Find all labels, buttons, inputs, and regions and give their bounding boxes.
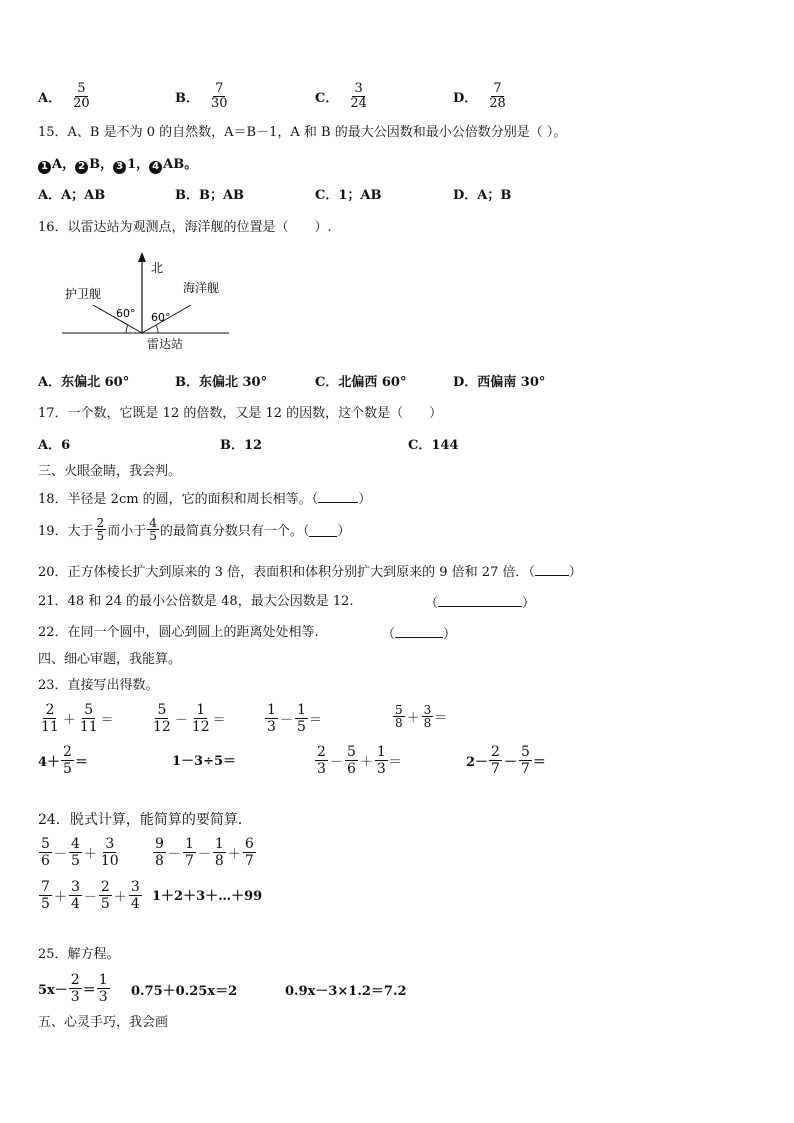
q15-items: 1 A， 2 B， 3 1， 4 AB。 — [38, 156, 197, 174]
answer-blank[interactable] — [318, 489, 358, 503]
q17-option-a: A．6 — [38, 438, 71, 453]
section-4-heading: 四、细心审题，我能算。 — [38, 652, 182, 667]
q23-expr-4: $\frac{5}{8}$ ＋ $\frac{3}{8}$ ＝ — [395, 703, 448, 730]
q23-expr-3: $\frac{1}{3}$ － $\frac{1}{5}$ ＝ — [267, 702, 322, 735]
q15-option-a: A．A；AB — [38, 188, 106, 203]
q16-option-b: B．东偏北 30° — [175, 375, 268, 390]
north-arrowhead-icon — [138, 252, 146, 262]
q22-bracket: （ ） — [382, 624, 456, 644]
q23-expr-8: 2－ $\frac{2}{7}$ － $\frac{5}{7}$ ＝ — [466, 744, 546, 777]
q17-option-b: B．12 — [220, 438, 263, 453]
q25-eq-2: 0.75＋0.25x＝2 — [131, 984, 238, 999]
circled-number-icon: 1 — [38, 161, 51, 174]
q17-option-c: C．144 — [408, 438, 459, 453]
q23-expr-2: $\frac{5}{12}$ － $\frac{1}{12}$ ＝ — [153, 702, 226, 735]
q24-expr-3: $\frac{7}{5}$ ＋ $\frac{3}{4}$ － $\frac{2}{5}$ ＋ $\frac{3}{4}$ — [41, 879, 140, 912]
q23-expr-7: $\frac{2}{3}$ － $\frac{5}{6}$ ＋ $\frac{1}{3}$ ＝ — [317, 744, 402, 777]
q14-option-d: D． $\frac{7}{28}$ — [453, 81, 506, 111]
q18: 18．半径是 2cm 的圆，它的面积和周长相等。（ ） — [38, 489, 371, 509]
q20: 20．正方体棱长扩大到原来的 3 倍，表面积和体积分别扩大到原来的 9 倍和 27 倍．（ ） — [38, 562, 582, 582]
q15-option-b: B．B；AB — [175, 188, 245, 203]
q14-option-b: B． $\frac{7}{30}$ — [175, 81, 228, 111]
q23-expr-6: 1－3÷5＝ — [172, 754, 237, 769]
q14-option-a: A． $\frac{5}{20}$ — [38, 81, 90, 111]
q24-expr-2: $\frac{9}{8}$ － $\frac{1}{7}$ － $\frac{1}{8}$ ＋ $\frac{6}{7}$ — [155, 836, 254, 869]
left-ship-label: 护卫舰 — [65, 287, 102, 301]
section-3-heading: 三、火眼金睛，我会判。 — [38, 464, 182, 479]
q16-option-d: D．西偏南 30° — [453, 375, 546, 390]
q25-eq-1: 5x－ $\frac{2}{3}$ ＝ $\frac{1}{3}$ — [38, 972, 108, 1005]
left-angle-arc — [126, 325, 128, 333]
q15-option-d: D．A；B — [453, 188, 512, 203]
left-angle-label: 60° — [116, 307, 136, 320]
circled-number-icon: 4 — [149, 161, 162, 174]
right-ship-label: 海洋舰 — [183, 281, 220, 295]
q16-option-c: C．北偏西 60° — [315, 375, 407, 390]
answer-blank[interactable] — [395, 624, 443, 638]
answer-blank[interactable] — [309, 523, 337, 537]
q23-expr-5: 4＋ $\frac{2}{5}$ ＝ — [38, 744, 88, 777]
q16-option-a: A．东偏北 60° — [38, 375, 130, 390]
q24-stem: 24．脱式计算，能简算的要简算． — [38, 812, 252, 828]
q21-text: 21．48 和 24 的最小公倍数是 48，最大公因数是 12. — [38, 594, 354, 609]
q25-eq-3: 0.9x－3×1.2＝7.2 — [285, 984, 407, 999]
q24-expr-1: $\frac{5}{6}$ － $\frac{4}{5}$ ＋ $\frac{3}{10}$ — [41, 836, 119, 869]
q14-option-c: C． $\frac{3}{24}$ — [315, 81, 367, 111]
q15-stem: 15．A、B 是不为 0 的自然数，A＝B－1，A 和 B 的最大公因数和最小公倍数分别是（ ）。 — [38, 125, 567, 140]
q23-expr-1: $\frac{2}{11}$ ＋ $\frac{5}{11}$ ＝ — [41, 702, 114, 735]
q23-stem: 23．直接写出得数。 — [38, 678, 159, 693]
q19: 19．大于 $\frac{2}{5}$ 而小于 $\frac{4}{5}$ 的最简真分数只有一个。（ ） — [38, 516, 351, 543]
q16-stem: 16．以雷达站为观测点，海洋舰的位置是（ ）. — [38, 220, 332, 235]
q21-bracket: （ ） — [425, 593, 535, 613]
q25-stem: 25．解方程。 — [38, 947, 120, 962]
answer-blank[interactable] — [535, 562, 569, 576]
right-angle-label: 60° — [151, 311, 171, 324]
q17-stem: 17．一个数，它既是 12 的倍数，又是 12 的因数，这个数是（ ） — [38, 406, 443, 421]
section-5-heading: 五、心灵手巧，我会画 — [38, 1015, 169, 1030]
circled-number-icon: 2 — [75, 161, 88, 174]
radar-diagram — [55, 250, 245, 360]
station-label: 雷达站 — [147, 337, 184, 351]
q22-text: 22．在同一个圆中，圆心到圆上的距离处处相等. — [38, 625, 319, 640]
q15-option-c: C．1；AB — [315, 188, 382, 203]
answer-blank[interactable] — [438, 593, 522, 607]
circled-number-icon: 3 — [113, 161, 126, 174]
q24-expr-4: 1＋2＋3＋…＋99 — [152, 889, 263, 904]
right-angle-arc — [156, 325, 158, 333]
north-label: 北 — [151, 261, 164, 275]
